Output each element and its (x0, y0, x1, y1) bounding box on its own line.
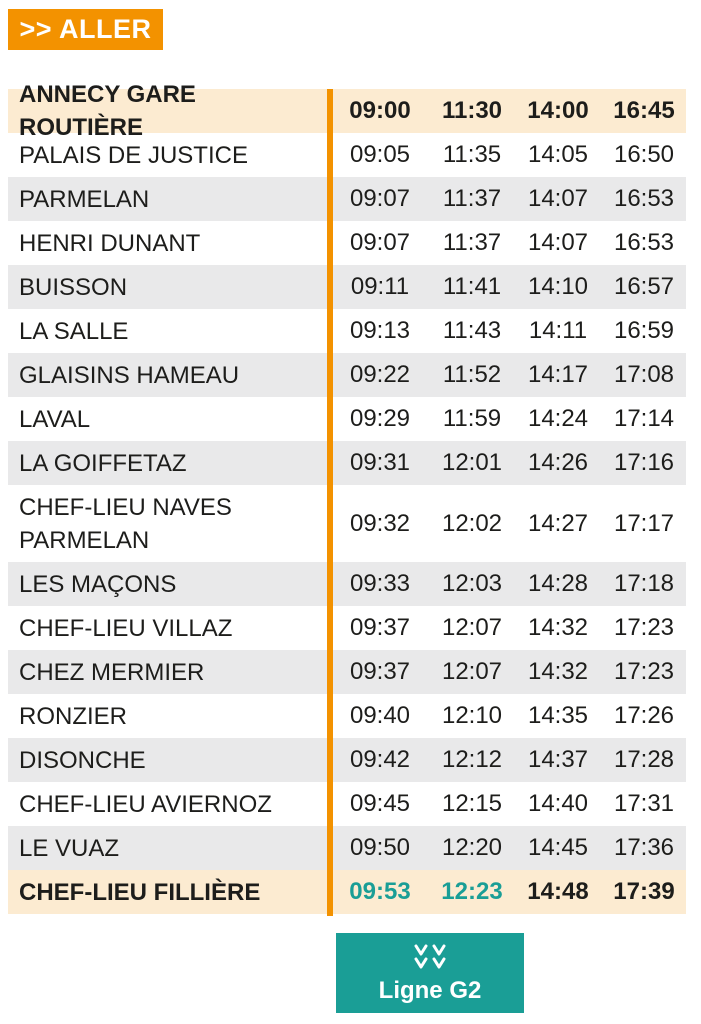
table-row (8, 309, 686, 353)
departure-time: 17:31 (613, 790, 675, 817)
departure-time: 09:29 (349, 405, 411, 432)
stop-name: CHEF-LIEU AVIERNOZ (19, 790, 272, 818)
table-row (8, 133, 686, 177)
departure-time: 09:33 (349, 570, 411, 597)
departure-time: 14:28 (527, 570, 589, 597)
departure-time: 09:42 (349, 746, 411, 773)
departure-time: 12:01 (441, 449, 503, 476)
departure-time: 14:32 (527, 658, 589, 685)
departure-time: 16:53 (613, 229, 675, 256)
departure-time: 17:23 (613, 658, 675, 685)
departure-time: 14:35 (527, 702, 589, 729)
departure-time: 16:57 (613, 273, 675, 300)
departure-time: 12:15 (441, 790, 503, 817)
departure-time: 16:53 (613, 185, 675, 212)
departure-time: 12:07 (441, 658, 503, 685)
departure-time: 14:07 (527, 229, 589, 256)
departure-time: 09:32 (349, 509, 411, 537)
departure-time: 09:13 (349, 317, 411, 344)
departure-time: 14:10 (527, 273, 589, 300)
departure-time: 14:26 (527, 449, 589, 476)
table-row (8, 441, 686, 485)
table-row (8, 485, 686, 562)
departure-time: 14:37 (527, 746, 589, 773)
departure-time: 12:02 (441, 509, 503, 537)
departure-time: 11:59 (442, 405, 502, 432)
departure-time: 11:37 (442, 185, 502, 212)
column-divider (327, 89, 333, 916)
stop-name: LAVAL (19, 405, 91, 433)
departure-time: 09:22 (349, 361, 411, 388)
table-row (8, 694, 686, 738)
table-row-last (8, 870, 686, 914)
departure-time: 09:50 (349, 834, 411, 861)
stop-name: GLAISINS HAMEAU (19, 361, 240, 389)
timetable (8, 81, 686, 914)
departure-time: 09:05 (349, 141, 411, 168)
departure-time: 12:03 (441, 570, 503, 597)
departure-time: 12:07 (441, 614, 503, 641)
departure-time: 16:45 (613, 97, 675, 124)
stop-name: LES MAÇONS (19, 570, 177, 598)
stop-name: CHEZ MERMIER (19, 658, 205, 686)
departure-time: 09:31 (349, 449, 411, 476)
departure-time: 17:36 (613, 834, 675, 861)
departure-time: 17:26 (613, 702, 675, 729)
departure-time: 09:37 (349, 658, 411, 685)
stop-name: CHEF-LIEU VILLAZ (19, 614, 233, 642)
departure-time: 16:59 (613, 317, 675, 344)
departure-time: 09:40 (349, 702, 411, 729)
departure-time: 12:12 (441, 746, 503, 773)
departure-time: 09:11 (350, 273, 410, 300)
line-badge (336, 933, 524, 1013)
stop-name: LE VUAZ (19, 834, 120, 862)
departure-time: 09:45 (349, 790, 411, 817)
stop-name: PARMELAN (19, 185, 150, 213)
departure-time: 14:32 (527, 614, 589, 641)
stop-name: PALAIS DE JUSTICE (19, 141, 248, 169)
stop-name: HENRI DUNANT (19, 229, 201, 257)
departure-time: 12:10 (441, 702, 503, 729)
stop-name: CHEF-LIEU NAVES PARMELAN (19, 493, 232, 554)
table-row (8, 738, 686, 782)
stop-name: LA GOIFFETAZ (19, 449, 187, 477)
table-row (8, 782, 686, 826)
departure-time: 14:17 (527, 361, 589, 388)
departure-time: 16:50 (613, 141, 675, 168)
table-row (8, 397, 686, 441)
double-chevron-down-icon (413, 943, 447, 973)
line-label: Ligne G2 (378, 977, 482, 1004)
table-row (8, 221, 686, 265)
departure-time: 14:05 (527, 141, 589, 168)
departure-time: 11:41 (442, 273, 502, 300)
departure-time: 14:11 (528, 317, 588, 344)
departure-time: 17:14 (613, 405, 675, 432)
departure-time: 17:17 (613, 509, 675, 537)
departure-time: 14:07 (527, 185, 589, 212)
departure-time: 14:40 (527, 790, 589, 817)
direction-badge: >> ALLER (8, 9, 163, 50)
departure-time: 14:00 (527, 97, 589, 124)
departure-time: 14:24 (527, 405, 589, 432)
stop-name: DISONCHE (19, 746, 146, 774)
stop-name: LA SALLE (19, 317, 129, 345)
departure-time: 09:53 (349, 878, 411, 905)
departure-time: 09:00 (349, 97, 411, 124)
departure-time: 17:39 (613, 878, 675, 905)
departure-time: 09:07 (349, 185, 411, 212)
departure-time: 11:37 (442, 229, 502, 256)
departure-time: 14:27 (527, 509, 589, 537)
table-row-first (8, 81, 686, 141)
departure-time: 17:08 (613, 361, 675, 388)
departure-time: 14:48 (527, 878, 589, 905)
departure-time: 09:37 (349, 614, 411, 641)
table-row (8, 826, 686, 870)
table-row (8, 606, 686, 650)
departure-time: 09:07 (349, 229, 411, 256)
departure-time: 17:23 (613, 614, 675, 641)
departure-time: 17:16 (613, 449, 675, 476)
departure-time: 11:52 (442, 361, 502, 388)
departure-time: 12:23 (441, 878, 503, 905)
stop-name: RONZIER (19, 702, 127, 730)
table-row (8, 353, 686, 397)
table-row (8, 650, 686, 694)
departure-time: 11:43 (442, 317, 502, 344)
departure-time: 11:30 (441, 97, 503, 124)
stop-name: ANNECY GARE ROUTIÈRE (19, 81, 196, 141)
table-row (8, 562, 686, 606)
departure-time: 14:45 (527, 834, 589, 861)
departure-time: 17:28 (613, 746, 675, 773)
table-row (8, 265, 686, 309)
departure-time: 12:20 (441, 834, 503, 861)
stop-name: BUISSON (19, 273, 128, 301)
departure-time: 11:35 (442, 141, 502, 168)
stop-name: CHEF-LIEU FILLIÈRE (19, 878, 261, 906)
table-row (8, 177, 686, 221)
departure-time: 17:18 (613, 570, 675, 597)
